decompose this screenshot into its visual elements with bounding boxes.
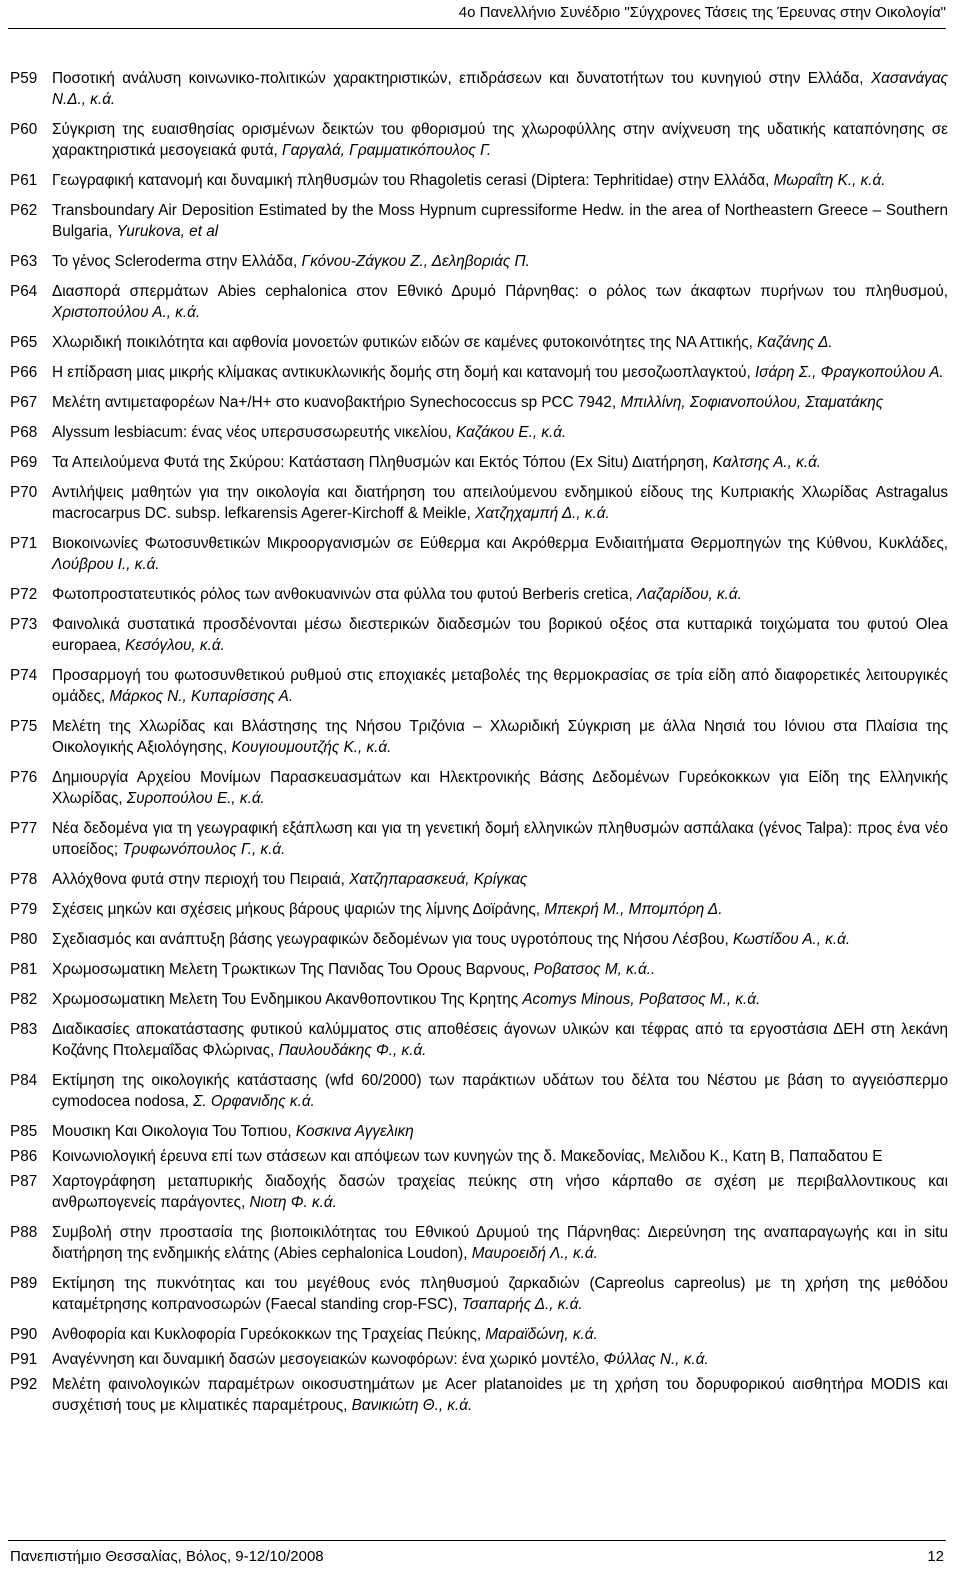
poster-code: P81 [10, 961, 38, 978]
poster-text [52, 869, 948, 890]
poster-entry [10, 200, 948, 242]
poster-entry [10, 929, 948, 950]
poster-text [52, 614, 948, 656]
poster-title: Διασπορά σπερμάτων Abies cephalonica στον Εθνικό Δρυμό Πάρνηθας: ο ρόλος των άκαφτων πυρήνων του πληθυσμού, [52, 283, 948, 300]
poster-title: Φωτοπροστατευτικός ρόλος των ανθοκυανινών στα φύλλα του φυτού Berberis cretica, [52, 586, 633, 603]
poster-code: P62 [10, 202, 38, 219]
poster-authors: Καζάκου Ε., κ.ά. [456, 424, 567, 441]
poster-authors: Γκόνου-Ζάγκου Ζ., Δεληβοριάς Π. [301, 253, 530, 270]
poster-text [52, 1273, 948, 1315]
poster-entry [10, 1273, 948, 1315]
poster-title: Μελέτη αντιμεταφορέων Na+/H+ στο κυανοβακτήριο Synechococcus sp PCC 7942, [52, 394, 617, 411]
poster-title: Transboundary Air Deposition Estimated by the Moss Hypnum cupressiforme Hedw. in the area of Northeastern Greece – Southern Bulgaria, [52, 202, 948, 240]
poster-text [52, 1324, 948, 1345]
poster-authors: Ροβατσος Μ, κ.ά.. [533, 961, 656, 978]
poster-authors: Τρυφωνόπουλος Γ., κ.ά. [122, 841, 286, 858]
poster-code: P71 [10, 535, 38, 552]
poster-entry [10, 68, 948, 110]
poster-authors: Μωραΐτη Κ., κ.ά. [773, 172, 886, 189]
poster-code: P73 [10, 616, 38, 633]
poster-code: P84 [10, 1072, 38, 1089]
poster-authors: Χασανάγας Ν.Δ., κ.ά. [52, 70, 948, 108]
poster-authors: Χατζηπαρασκευά, Κρίγκας [349, 871, 528, 888]
poster-authors: Κωστίδου Α., κ.ά. [732, 931, 851, 948]
poster-title: Χαρτογράφηση μεταπυρικής διαδοχής δασών τραχείας πεύκης στη νήσο κάρπαθο σε σχέση με περιβαλλοντικους και ανθρωπογενείς παράγοντες, [52, 1173, 948, 1211]
poster-authors: Τσαπαρής Δ., κ.ά. [461, 1296, 583, 1313]
poster-code: P69 [10, 454, 38, 471]
poster-text [52, 1070, 948, 1112]
poster-code: P72 [10, 586, 38, 603]
poster-entry [10, 869, 948, 890]
footer-rule [8, 1540, 946, 1541]
poster-entry [10, 1222, 948, 1264]
poster-title: Χρωμοσωματικη Μελετη Τρωκτικων Της Πανιδας Του Ορους Βαρνους, [52, 961, 530, 978]
poster-authors: Συροπούλου Ε., κ.ά. [126, 790, 265, 807]
poster-code: P67 [10, 394, 38, 411]
poster-code: P83 [10, 1021, 38, 1038]
poster-text [52, 1349, 948, 1370]
poster-code: P63 [10, 253, 38, 270]
poster-title: Εκτίμηση της πυκνότητας και του μεγέθους ενός πληθυσμού ζαρκαδιών (Capreolus capreolus) με τη χρήση της μεθόδου καταμέτρησης κοπρανοσωρών (Faecal standing crop-FSC), [52, 1275, 948, 1313]
poster-text [52, 1374, 948, 1416]
poster-title: Χρωμοσωματικη Μελετη Του Ενδημικου Ακανθοποντικου Της Κρητης [52, 991, 519, 1008]
poster-entry [10, 170, 948, 191]
poster-title: Προσαρμογή του φωτοσυνθετικού ρυθμού στις εποχιακές μεταβολές της θερμοκρασίας σε τρία είδη από διαφορετικές λειτουργικές ομάδες, [52, 667, 948, 705]
poster-title: Alyssum lesbiacum: ένας νέος υπερσυσσωρευτής νικελίου, [52, 424, 452, 441]
poster-entry [10, 1349, 948, 1370]
poster-code: P88 [10, 1224, 38, 1241]
poster-authors: Μπιλλίνη, Σοφιανοπούλου, Σταματάκης [620, 394, 884, 411]
poster-authors: Λαζαρίδου, κ.ά. [636, 586, 742, 603]
poster-text [52, 716, 948, 758]
poster-title: Αλλόχθονα φυτά στην περιοχή του Πειραιά, [52, 871, 345, 888]
poster-text [52, 1121, 948, 1142]
poster-authors: Χριστοπούλου Α., κ.ά. [52, 304, 201, 321]
poster-title: Συμβολή στην προστασία της βιοποικιλότητας του Εθνικού Δρυμού της Πάρνηθας: Διερεύνηση της αναπαραγωγής και in situ διατήρηση της ενδημικής ελάτης (Abies cephalonica Loudon), [52, 1224, 948, 1262]
poster-title: Βιοκοινωνίες Φωτοσυνθετικών Μικροοργανισμών σε Εύθερμα και Ακρόθερμα Ενδιαιτήματα Θερμοπηγών της Κύθνου, Κυκλάδες, [52, 535, 948, 552]
poster-entry [10, 818, 948, 860]
poster-entry [10, 422, 948, 443]
poster-entry [10, 533, 948, 575]
poster-code: P80 [10, 931, 38, 948]
poster-title: Εκτίμηση της οικολογικής κατάστασης (wfd 60/2000) των παράκτιων υδάτων του δέλτα του Νέστου με βάση το αγγειόσπερμο cymodocea nodosa, [52, 1072, 948, 1110]
poster-text [52, 200, 948, 242]
poster-text [52, 1171, 948, 1213]
poster-entry [10, 1374, 948, 1416]
poster-authors: Μπεκρή Μ., Μπομπόρη Δ. [544, 901, 723, 918]
poster-text [52, 533, 948, 575]
poster-authors: Βανικιώτη Θ., κ.ά. [351, 1397, 473, 1414]
poster-entry [10, 1019, 948, 1061]
poster-code: P65 [10, 334, 38, 351]
poster-authors: Κεσόγλου, κ.ά. [125, 637, 225, 654]
poster-authors: Μαραϊδώνη, κ.ά. [485, 1326, 598, 1343]
poster-code: P77 [10, 820, 38, 837]
poster-title: Διαδικασίες αποκατάστασης φυτικού καλύμματος στις αποθέσεις άγονων υλικών και τέφρας από τα εργοστάσια ΔΕΗ στη λεκάνη Κοζάνης Πτολεμαΐδας Φλώρινας, [52, 1021, 948, 1059]
poster-entry [10, 392, 948, 413]
poster-text [52, 422, 948, 443]
poster-entry [10, 614, 948, 656]
poster-authors: Μάρκος Ν., Κυπαρίσσης Α. [109, 688, 294, 705]
poster-code: P89 [10, 1275, 38, 1292]
poster-title: Το γένος Scleroderma στην Ελλάδα, [52, 253, 298, 270]
poster-title: Μουσικη Και Οικολογια Του Τοπιου, [52, 1123, 292, 1140]
poster-title: Γεωγραφική κατανομή και δυναμική πληθυσμών του Rhagoletis cerasi (Diptera: Tephritidae) στην Ελλάδα, [52, 172, 770, 189]
poster-text [52, 68, 948, 110]
poster-entry [10, 1324, 948, 1345]
poster-title: Σχεδιασμός και ανάπτυξη βάσης γεωγραφικών δεδομένων για τους υγροτόπους της Νήσου Λέσβου, [52, 931, 729, 948]
poster-entry [10, 362, 948, 383]
poster-authors: Φύλλας Ν., κ.ά. [603, 1351, 709, 1368]
poster-entry [10, 989, 948, 1010]
poster-code: P66 [10, 364, 38, 381]
poster-authors: Καλτσης Α., κ.ά. [712, 454, 822, 471]
poster-code: P85 [10, 1123, 38, 1140]
poster-authors: Σ. Ορφανιδης κ.ά. [193, 1093, 315, 1110]
poster-code: P79 [10, 901, 38, 918]
poster-text [52, 929, 948, 950]
poster-text [52, 584, 948, 605]
poster-code: P78 [10, 871, 38, 888]
poster-code: P64 [10, 283, 38, 300]
poster-title: Χλωριδική ποικιλότητα και αφθονία μονοετών φυτικών ειδών σε καμένες φυτοκοινότητες της ΝΑ Αττικής, [52, 334, 753, 351]
poster-title: Σύγκριση της ευαισθησίας ορισμένων δεικτών του φθορισμού της χλωροφύλλης στην ανίχνευση της υδατικής καταπόνησης σε χαρακτηριστικά μεσογειακά φυτά, [52, 121, 948, 159]
poster-entry [10, 281, 948, 323]
poster-text [52, 1019, 948, 1061]
poster-text [52, 818, 948, 860]
poster-title: Νέα δεδομένα για τη γεωγραφική εξάπλωση και για τη γενετική δομή ελληνικών πληθυσμών ασπάλακα (γένος Talpa): προς ένα νέο υποείδος; [52, 820, 948, 858]
poster-title: Η επίδραση μιας μικρής κλίμακας αντικυκλωνικής δομής στη δομή και κατανομή του μεσοζωοπλαγκτού, [52, 364, 751, 381]
poster-text [52, 989, 948, 1010]
poster-title: Φαινολικά συστατικά προσδένονται μέσω διεστερικών διαδεσμών του βορικού οξέος στα κυτταρικά τοιχώματα του φυτού Olea europaea, [52, 616, 948, 654]
poster-entry [10, 1121, 948, 1142]
poster-authors: Κοσκινα Αγγελικη [295, 1123, 414, 1140]
poster-code: P68 [10, 424, 38, 441]
poster-text [52, 332, 948, 353]
poster-authors: Παυλουδάκης Φ., κ.ά. [278, 1042, 427, 1059]
poster-title: Ποσοτική ανάλυση κοινωνικο-πολιτικών χαρακτηριστικών, επιδράσεων και δυνατοτήτων του κυνηγιού στην Ελλάδα, [52, 70, 864, 87]
poster-code: P92 [10, 1376, 38, 1393]
poster-title: Δημιουργία Αρχείου Μονίμων Παρασκευασμάτων και Ηλεκτρονικής Βάσης Δεδομένων Γυρεόκοκκων για Είδη της Ελληνικής Χλωρίδας, [52, 769, 948, 807]
poster-code: P86 [10, 1148, 38, 1165]
poster-authors: Χατζηχαμπή Δ., κ.ά. [475, 505, 610, 522]
poster-entry [10, 332, 948, 353]
poster-text [52, 1146, 948, 1167]
poster-title: Ανθοφορία και Κυκλοφορία Γυρεόκοκκων της Τραχείας Πεύκης, [52, 1326, 482, 1343]
header-rule [8, 28, 946, 29]
poster-code: P74 [10, 667, 38, 684]
page-number: 12 [927, 1548, 944, 1565]
poster-entry [10, 716, 948, 758]
poster-title: Αναγέννηση και δυναμική δασών μεσογειακών κωνοφόρων: ένα χωρικό μοντέλο, [52, 1351, 600, 1368]
poster-authors: Γαργαλά, Γραμματικόπουλος Γ. [282, 142, 492, 159]
poster-authors: Λούβρου Ι., κ.ά. [52, 556, 160, 573]
poster-entry [10, 959, 948, 980]
poster-authors: Yurukova, et al [116, 223, 219, 240]
poster-code: P60 [10, 121, 38, 138]
poster-code: P70 [10, 484, 38, 501]
poster-code: P87 [10, 1173, 38, 1190]
poster-entry [10, 1070, 948, 1112]
poster-title: Τα Απειλούμενα Φυτά της Σκύρου: Κατάσταση Πληθυσμών και Εκτός Τόπου (Ex Situ) Διατήρηση, [52, 454, 709, 471]
poster-text [52, 665, 948, 707]
poster-code: P61 [10, 172, 38, 189]
poster-text [52, 251, 948, 272]
poster-title: Αντιλήψεις μαθητών για την οικολογία και διατήρηση του απειλούμενου ενδημικού είδους της Κυπριακής Χλωρίδας Astragalus macrocarpus DC. subsp. lefkarensis Agerer-Kirchoff & Meikle, [52, 484, 948, 522]
poster-code: P76 [10, 769, 38, 786]
poster-text [52, 170, 948, 191]
poster-title: Σχέσεις μηκών και σχέσεις μήκους βάρους ψαριών της λίμνης Δοϊράνης, [52, 901, 540, 918]
poster-entry [10, 665, 948, 707]
poster-code: P90 [10, 1326, 38, 1343]
poster-entry [10, 251, 948, 272]
poster-code: P91 [10, 1351, 38, 1368]
poster-text [52, 281, 948, 323]
poster-entry [10, 767, 948, 809]
poster-entry [10, 1171, 948, 1213]
poster-text [52, 959, 948, 980]
poster-code: P75 [10, 718, 38, 735]
poster-entry [10, 1146, 948, 1167]
poster-authors: Μαυροειδή Λ., κ.ά. [471, 1245, 598, 1262]
poster-entry [10, 482, 948, 524]
poster-text [52, 482, 948, 524]
poster-code: P59 [10, 70, 38, 87]
poster-title: Κοινωνιολογική έρευνα επί των στάσεων και απόψεων των κυνηγών της δ. Μακεδονίας, Μελιδου Κ., Κατη Β, Παπαδατου Ε [52, 1148, 883, 1165]
poster-authors: Κουγιουμουτζής Κ., κ.ά. [231, 739, 392, 756]
poster-authors: Ισάρη Σ., Φραγκοπούλου Α. [755, 364, 944, 381]
poster-entry [10, 584, 948, 605]
poster-list [10, 68, 948, 1425]
footer-venue: Πανεπιστήμιο Θεσσαλίας, Βόλος, 9-12/10/2008 [10, 1548, 324, 1565]
poster-title: Μελέτη φαινολογικών παραμέτρων οικοσυστημάτων με Acer platanoides με τη χρήση του δορυφορικού αισθητήρα MODIS και συσχέτισή τους με κλιματικές παραμέτρους, [52, 1376, 948, 1414]
poster-authors: Acomys Minous, Ροβατσος Μ., κ.ά. [522, 991, 761, 1008]
poster-text [52, 1222, 948, 1264]
poster-entry [10, 452, 948, 473]
poster-text [52, 899, 948, 920]
poster-entry [10, 899, 948, 920]
page-header: 4ο Πανελλήνιο Συνέδριο "Σύγχρονες Τάσεις της Έρευνας στην Οικολογία" [458, 4, 946, 21]
poster-text [52, 452, 948, 473]
poster-text [52, 392, 948, 413]
poster-text [52, 362, 948, 383]
poster-text [52, 767, 948, 809]
poster-text [52, 119, 948, 161]
poster-authors: Νιοτη Φ. κ.ά. [249, 1194, 337, 1211]
poster-entry [10, 119, 948, 161]
poster-title: Μελέτη της Χλωρίδας και Βλάστησης της Νήσου Τριζόνια – Χλωριδική Σύγκριση με άλλα Νησιά του Ιόνιου στα Πλαίσια της Οικολογικής Αξιολόγησης, [52, 718, 948, 756]
poster-code: P82 [10, 991, 38, 1008]
poster-authors: Καζάνης Δ. [757, 334, 833, 351]
